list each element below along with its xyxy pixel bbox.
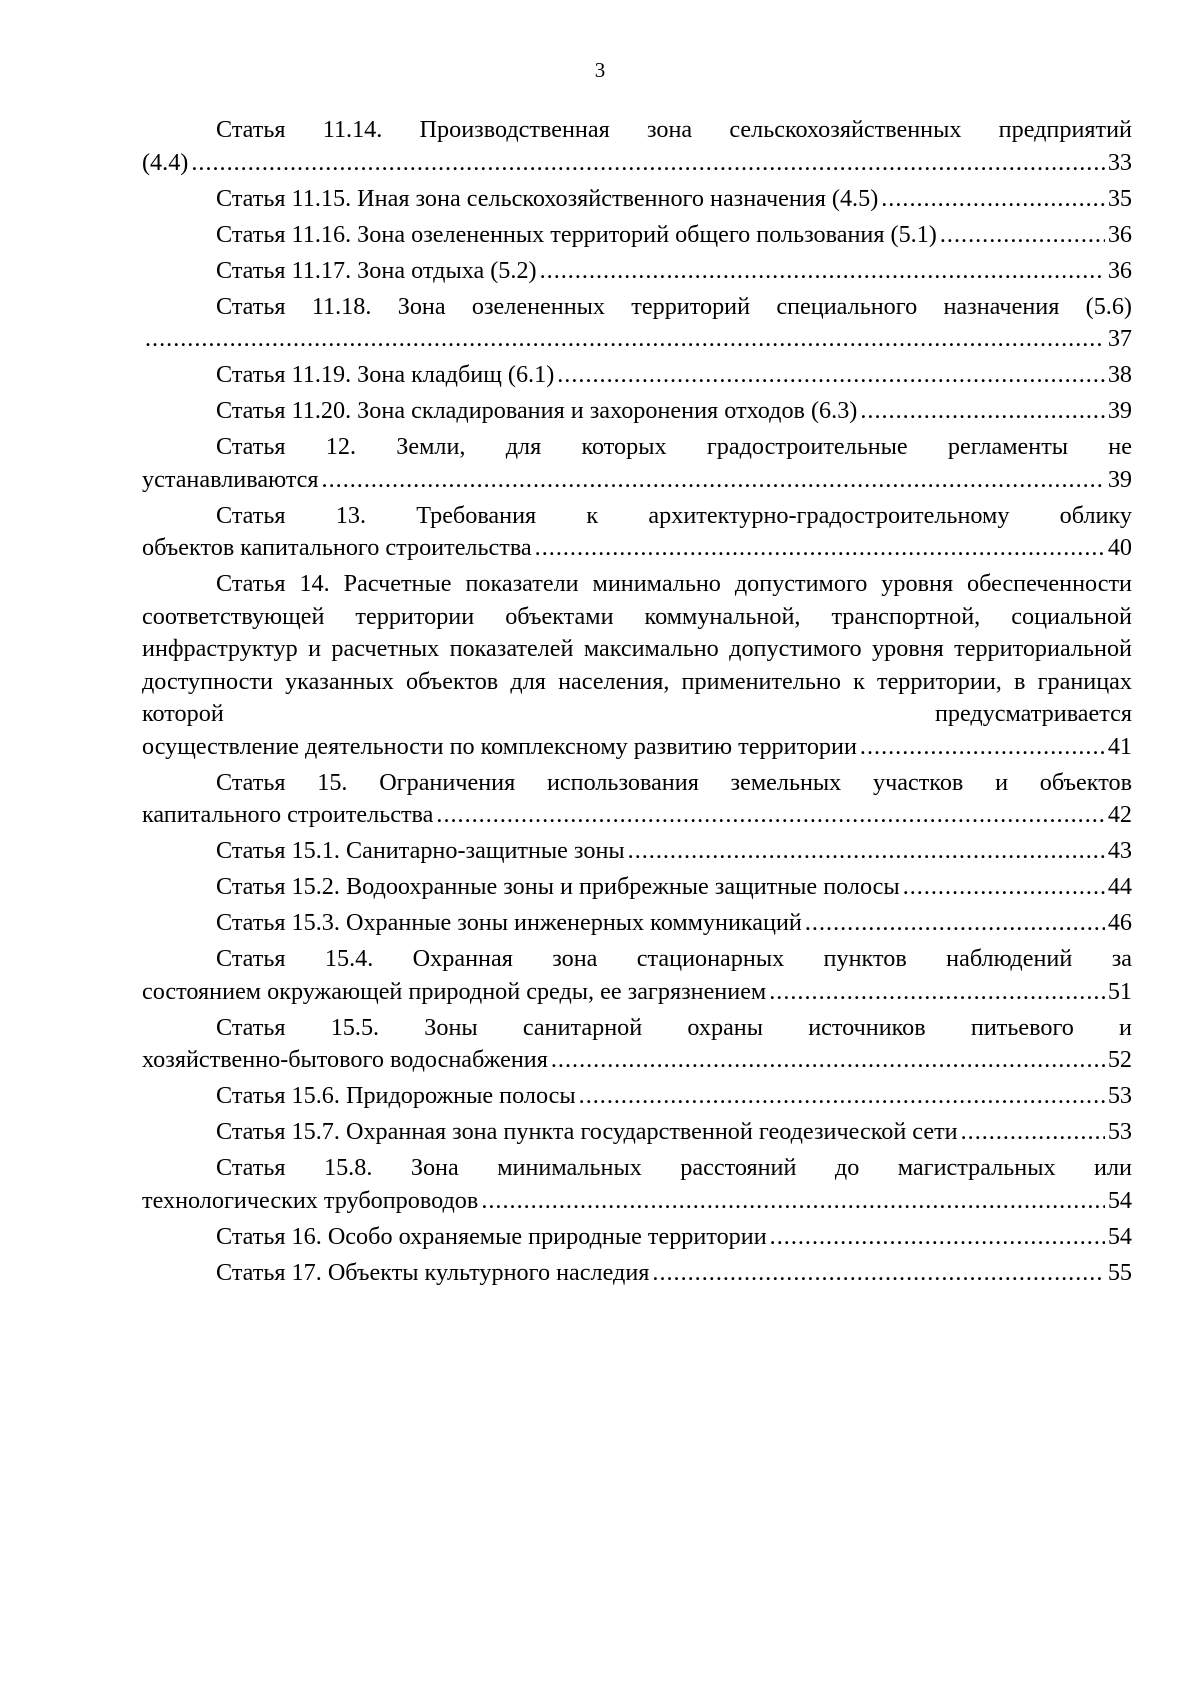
toc-entry-text: Статья 11.17. Зона отдыха (5.2) — [216, 256, 537, 284]
toc-entry[interactable] — [142, 568, 1132, 763]
dot-leader — [903, 871, 1105, 904]
toc-entry-text: устанавливаются — [142, 465, 319, 493]
toc-entry-line — [142, 1044, 1132, 1077]
toc-entry[interactable] — [142, 1221, 1132, 1254]
dot-leader — [652, 1257, 1104, 1290]
dot-leader — [940, 219, 1105, 252]
toc-entry[interactable] — [142, 431, 1132, 496]
toc-entry[interactable] — [142, 1116, 1132, 1149]
toc-entry-text: Статья 15.3. Охранные зоны инженерных коммуникаций — [216, 909, 802, 936]
dot-leader — [551, 1044, 1105, 1077]
toc-entry-line — [142, 835, 1132, 868]
toc-entry-line — [142, 395, 1132, 428]
toc-entry-lead: Статья 15.4. Охранная зона стационарных пунктов наблюдений за — [216, 945, 1132, 972]
dot-leader — [535, 532, 1105, 565]
dot-leader — [322, 464, 1105, 497]
toc-entry-line — [142, 1257, 1132, 1290]
toc-entry-text: Статья 15.2. Водоохранные зоны и прибрежные защитные полосы — [216, 873, 900, 900]
toc-entry-text: Статья 15.6. Придорожные полосы — [216, 1082, 576, 1109]
toc-entry-page: 55 — [1107, 1258, 1132, 1286]
toc-entry[interactable] — [142, 219, 1132, 252]
toc-entry-line — [142, 799, 1132, 832]
toc-entry-page: 39 — [1107, 465, 1132, 493]
toc-entry-line — [142, 183, 1132, 216]
dot-leader — [557, 359, 1105, 392]
toc-entry-page: 33 — [1107, 148, 1132, 176]
toc-entry[interactable] — [142, 1012, 1132, 1077]
toc-entry[interactable] — [142, 1152, 1132, 1217]
toc-entry-page: 35 — [1107, 184, 1132, 212]
toc-entry-page: 41 — [1107, 732, 1132, 760]
dot-leader — [860, 395, 1104, 428]
toc-entry[interactable] — [142, 291, 1132, 356]
toc-entry[interactable] — [142, 907, 1132, 940]
dot-leader — [769, 976, 1105, 1009]
toc-entry[interactable] — [142, 767, 1132, 832]
toc-entry[interactable] — [142, 943, 1132, 1008]
toc-entry-text: Статья 11.15. Иная зона сельскохозяйственного назначения (4.5) — [216, 184, 879, 212]
toc-entry-text: Статья 15.7. Охранная зона пункта государственной геодезической сети — [216, 1118, 958, 1145]
toc-entry-text: Статья 11.20. Зона складирования и захоронения отходов (6.3) — [216, 397, 858, 424]
toc-entry[interactable] — [142, 835, 1132, 868]
toc-entry[interactable] — [142, 871, 1132, 904]
toc-entry-page: 54 — [1107, 1222, 1132, 1250]
toc-entry-page: 40 — [1107, 534, 1132, 561]
toc-entry[interactable] — [142, 183, 1132, 216]
toc-entry-lead: Статья 14. Расчетные показатели минимально допустимого уровня обеспеченности соответствующей территории объектами коммунальной, транспортной, социальной инфраструктур и расчетных показателей максимально допустимого уровня территориальной доступности указанных объектов для населения, применительно к территории, в границах которой предусматривается — [142, 570, 1132, 727]
toc-entry-page: 37 — [1107, 325, 1132, 352]
toc-entry-line — [142, 731, 1132, 764]
toc-entry-line — [142, 871, 1132, 904]
dot-leader — [770, 1221, 1105, 1254]
dot-leader — [145, 323, 1105, 356]
toc-entry-text: технологических трубопроводов — [142, 1186, 479, 1214]
dot-leader — [860, 731, 1105, 764]
toc-entry-page: 54 — [1107, 1186, 1132, 1214]
toc-entry-text: Статья 17. Объекты культурного наследия — [216, 1258, 650, 1286]
toc-entry-line — [142, 1221, 1132, 1254]
toc-entry-text: Статья 11.19. Зона кладбищ (6.1) — [216, 361, 555, 388]
dot-leader — [805, 907, 1105, 940]
toc-entry-lead: Статья 15.8. Зона минимальных расстояний до магистральных или — [216, 1154, 1132, 1181]
toc-entry-lead: Статья 11.14. Производственная зона сельскохозяйственных предприятий — [216, 116, 1132, 143]
toc-entry[interactable] — [142, 395, 1132, 428]
toc-entry[interactable] — [142, 1080, 1132, 1113]
toc-entry-line — [142, 147, 1132, 180]
toc-entry-lead: Статья 13. Требования к архитектурно-градостроительному облику — [216, 501, 1132, 529]
table-of-contents — [142, 114, 1132, 1293]
toc-entry-text: Статья 16. Особо охраняемые природные территории — [216, 1222, 767, 1250]
toc-entry-page: 38 — [1107, 361, 1132, 388]
dot-leader — [579, 1080, 1105, 1113]
toc-entry-line — [142, 1080, 1132, 1113]
toc-entry-line — [142, 532, 1132, 565]
toc-entry-line — [142, 1185, 1132, 1218]
toc-entry-page: 36 — [1107, 220, 1132, 248]
toc-entry-page: 36 — [1107, 256, 1132, 284]
toc-entry-line — [142, 976, 1132, 1009]
toc-entry[interactable] — [142, 255, 1132, 288]
toc-entry-line — [142, 323, 1132, 356]
toc-entry-page: 52 — [1107, 1046, 1132, 1073]
toc-entry[interactable] — [142, 114, 1132, 179]
toc-entry[interactable] — [142, 500, 1132, 565]
dot-leader — [628, 835, 1105, 868]
toc-entry-text: Статья 11.16. Зона озелененных территорий общего пользования (5.1) — [216, 220, 937, 248]
toc-entry-line — [142, 907, 1132, 940]
toc-entry-page: 51 — [1107, 977, 1132, 1005]
toc-entry-text: состоянием окружающей природной среды, ее загрязнением — [142, 977, 767, 1005]
toc-entry[interactable] — [142, 1257, 1132, 1290]
toc-entry-lead: Статья 11.18. Зона озелененных территорий специального назначения (5.6) — [216, 292, 1132, 320]
toc-entry-page: 42 — [1107, 801, 1132, 828]
dot-leader — [881, 183, 1105, 216]
toc-entry-page: 39 — [1107, 397, 1132, 424]
toc-entry-text: объектов капитального строительства — [142, 534, 532, 561]
dot-leader — [191, 147, 1104, 180]
toc-entry-line — [142, 219, 1132, 252]
toc-entry-page: 43 — [1107, 837, 1132, 864]
dot-leader — [540, 255, 1105, 288]
toc-entry-text: Статья 15.1. Санитарно-защитные зоны — [216, 837, 625, 864]
page-number: 3 — [594, 58, 606, 82]
toc-entry-lead: Статья 15. Ограничения использования земельных участков и объектов — [216, 768, 1132, 796]
toc-entry-line — [142, 1116, 1132, 1149]
toc-entry-text: (4.4) — [142, 148, 189, 176]
toc-entry-text: осуществление деятельности по комплексному развитию территории — [142, 732, 857, 760]
toc-entry-text: капитального строительства — [142, 801, 434, 828]
toc-entry-page: 46 — [1107, 909, 1132, 936]
toc-entry-page: 53 — [1107, 1082, 1132, 1109]
toc-entry-line — [142, 359, 1132, 392]
toc-entry-lead: Статья 12. Земли, для которых градостроительные регламенты не — [216, 433, 1132, 460]
toc-entry-page: 44 — [1107, 873, 1132, 900]
dot-leader — [436, 799, 1104, 832]
toc-entry-text: хозяйственно-бытового водоснабжения — [142, 1046, 548, 1073]
dot-leader — [481, 1185, 1104, 1218]
toc-entry-line — [142, 255, 1132, 288]
dot-leader — [961, 1116, 1105, 1149]
toc-entry-line — [142, 464, 1132, 497]
toc-entry-lead: Статья 15.5. Зоны санитарной охраны источников питьевого и — [216, 1013, 1132, 1041]
toc-entry[interactable] — [142, 359, 1132, 392]
toc-entry-page: 53 — [1107, 1118, 1132, 1145]
